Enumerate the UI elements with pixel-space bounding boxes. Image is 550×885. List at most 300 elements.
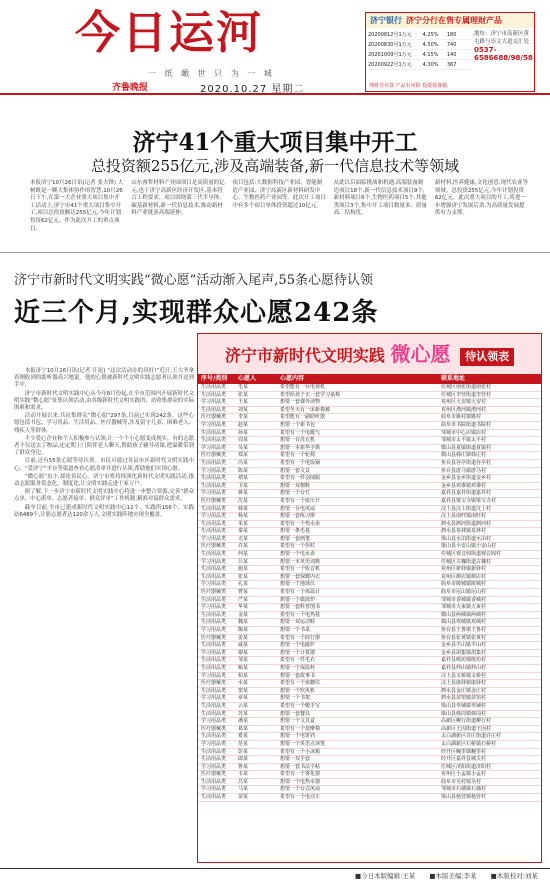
row-person: 谢某: [238, 649, 249, 656]
row-wish: 希望有一个电饭锅: [280, 459, 321, 466]
row-person: 马某: [238, 786, 249, 793]
row-category: 医疗器械类: [201, 543, 227, 550]
row-person: 张某: [238, 391, 249, 398]
row-address: 鱼台县张黄镇张黄村: [441, 634, 487, 641]
footer-editor: ■今日本版编辑:王某: [354, 872, 416, 880]
row-address: 金乡县胡集镇胡集村: [441, 649, 487, 656]
row-person: 施某: [238, 566, 249, 573]
row-person: 昌某: [238, 778, 249, 785]
row-wish: 想要一个微波炉: [280, 596, 316, 603]
ad-cell: 4.25%: [422, 32, 439, 38]
row-person: 华某: [238, 604, 249, 611]
row-person: 孔某: [238, 581, 249, 588]
row-address: 任城区李营街道李营村: [441, 391, 492, 398]
row-wish: 想要一条毛毯: [280, 528, 311, 535]
ad-title: 济宁分行在售专属理财产品: [406, 16, 502, 25]
ad-phone[interactable]: 0537-6586688/98/58: [474, 46, 533, 62]
lead-column: 山东睿哲材料产业园项目是高质量的亿元,也于济宁高新区经济开发区,基本符合工程要求。项目围绕第三代半导体,碳基新材料,新一代信息技术,推动新材料产业链条高端延伸。: [131, 180, 225, 217]
row-wish: 想要一个英语点读笔: [280, 740, 326, 747]
row-address: 泗水县金庄镇金庄村: [441, 687, 487, 694]
row-category: 生活用品类: [201, 596, 227, 603]
row-wish: 想要一个保温杯: [280, 664, 316, 671]
table-row: [198, 665, 541, 673]
row-person: 郎某: [238, 756, 249, 763]
table-row: [198, 597, 541, 605]
row-category: 生活用品类: [201, 459, 227, 466]
row-person: 喻某: [238, 664, 249, 671]
row-person: 陈某: [238, 467, 249, 474]
row-address: 邹城市大束镇大束村: [441, 604, 487, 611]
table-row: [198, 635, 541, 643]
table-row: [198, 543, 541, 551]
page-footer: [0, 868, 550, 885]
table-row: [198, 528, 541, 536]
row-person: 柏某: [238, 672, 249, 679]
row-person: 陶某: [238, 627, 249, 633]
wish-table: [197, 333, 542, 863]
table-row: [198, 475, 541, 483]
row-address: 鱼台县王鲁镇王鲁村: [441, 627, 487, 633]
row-address: 泗水县泗河街道泗河村: [441, 520, 492, 527]
table-row: [198, 718, 541, 726]
ad-cell: 180: [446, 32, 457, 38]
row-address: 曲阜市尼山镇尼山村: [441, 589, 487, 596]
row-wish: 想要一个电水壶: [280, 551, 316, 558]
row-category: 医疗器械类: [201, 725, 227, 732]
row-address: 邹城市石墙镇石墙村: [441, 786, 487, 793]
row-category: 生活用品类: [201, 702, 227, 709]
ad-product-row: [368, 60, 471, 70]
table-row: [198, 581, 541, 589]
row-address: 泗水县泉林镇泉林村: [441, 528, 487, 535]
row-address: 金乡县鸡黍镇鸡黍村: [441, 482, 487, 489]
row-wish: 想要一个新书包: [280, 421, 316, 428]
ad-cell: 20200812号: [368, 32, 399, 38]
row-wish: 想要一套练习册: [280, 513, 316, 520]
header-address: 联系地址: [441, 375, 466, 382]
row-wish: 希望有一个体温计: [280, 589, 321, 596]
row-address: 任城区观音阁街道观音阁村: [441, 551, 502, 558]
body-paragraph: 济宁市新时代文明实践中心从今年8月份起,在全市范围内开展新时代文明实践“微心愿”征集认领活动,由各级新时代文明实践所、站收集群众的实际困难和需求。: [14, 390, 194, 412]
row-address: 兖州区颜店镇颜店村: [441, 573, 487, 580]
footer-proofreader: ■本版校对:刘某: [490, 872, 538, 880]
row-category: 生活用品类: [201, 566, 227, 573]
table-row: [198, 506, 541, 514]
row-address: 曲阜市姚村镇姚村: [441, 414, 482, 421]
row-person: 褚某: [238, 475, 249, 482]
row-person: 冯某: [238, 459, 249, 466]
row-category: 生活用品类: [201, 573, 227, 580]
row-wish: 希望有一个热水壶: [280, 520, 321, 527]
row-wish: 想要一本英语词典: [280, 558, 321, 565]
row-category: 生活用品类: [201, 406, 227, 413]
row-category: 学习用品类: [201, 718, 227, 725]
row-category: 生活用品类: [201, 642, 227, 649]
row-wish: 想要一套书法字帖: [280, 763, 321, 770]
row-wish: 想要一台电风扇: [280, 505, 316, 512]
row-category: 生活用品类: [201, 391, 227, 398]
row-address: 微山县欢城镇欢城村: [441, 619, 487, 626]
table-row: [198, 490, 541, 498]
row-wish: 想要一双手套: [280, 756, 311, 763]
row-address: 汶上县康驿镇康驿村: [441, 680, 487, 687]
row-address: 金乡县羊山镇羊山村: [441, 642, 487, 649]
row-category: 生活用品类: [201, 687, 227, 694]
ad-disclaimer: 理财非存款 产品有风险 投资须谨慎: [369, 83, 448, 89]
row-address: 微山县夏镇街道夏镇村: [441, 444, 492, 451]
row-category: 医疗器械类: [201, 589, 227, 596]
row-category: 学习用品类: [201, 490, 227, 497]
table-row: [198, 711, 541, 719]
row-address: 鱼台县唐马镇唐马村: [441, 467, 487, 474]
row-address: 嘉祥县梁宝寺镇梁宝寺村: [441, 497, 497, 504]
row-person: 李某: [238, 414, 249, 421]
row-category: 生活用品类: [201, 756, 227, 763]
row-person: 赵某: [238, 421, 249, 428]
ad-cell: 1万元: [398, 32, 412, 38]
row-person: 邹某: [238, 657, 249, 664]
row-category: 生活用品类: [201, 429, 227, 436]
row-wish: 想要一个计算器: [280, 649, 316, 656]
row-person: 戚某: [238, 642, 249, 649]
table-row: [198, 384, 541, 392]
row-person: 奚某: [238, 733, 249, 740]
row-person: 毛某: [238, 384, 249, 390]
second-body: [14, 368, 194, 520]
row-category: 生活用品类: [201, 475, 227, 482]
table-row: [198, 513, 541, 521]
row-person: 窦某: [238, 687, 249, 694]
row-person: 魏某: [238, 619, 249, 626]
lead-subhead: 总投资额255亿元,涉及高端装备,新一代信息技术等领域: [90, 157, 460, 175]
row-address: 兖州区漕河镇漕河村: [441, 406, 487, 413]
row-address: 太白湖新区许庄街道许庄村: [441, 733, 502, 740]
row-address: 经开区疃里镇疃里村: [441, 748, 487, 755]
body-paragraph: 目前,还有55条心愿等待认领。市民可通过各县市区新时代文明实践中心、“爱济宁”平台等渠道查看心愿清单并进行认领,帮助他们实现心愿。: [14, 458, 194, 472]
wish-table-banner: [198, 334, 541, 374]
table-row: [198, 460, 541, 468]
row-person: 章某: [238, 695, 249, 702]
row-category: 生活用品类: [201, 619, 227, 626]
body-paragraph: 本报济宁10月26日讯(记者 汪泥) “这次活动办的真好!”近日,王大爷拿着刚收到的助听器高兴地说。他的心愿被新时代文明实践志愿者认领并送到手中。: [14, 368, 194, 389]
ad-address: 地址：济宁市高新区黄屯路与崇文大道交汇处: [474, 31, 530, 45]
row-person: 吴某: [238, 444, 249, 451]
row-address: 泗水县苗馆镇苗馆村: [441, 695, 487, 702]
row-wish: 想要一套科普图书: [280, 604, 321, 611]
footer-designer: ■本版美编:李某: [429, 872, 477, 880]
row-person: 周某: [238, 437, 249, 444]
ad-product-row: [368, 30, 471, 40]
row-category: 医疗器械类: [201, 452, 227, 459]
section-divider: [0, 252, 550, 253]
row-category: 学习用品类: [201, 535, 227, 542]
row-person: 刘某: [238, 406, 249, 413]
row-wish: 想要一个文具盒: [280, 718, 316, 725]
ad-cell: 4.30%: [422, 62, 439, 68]
row-wish: 希望冬天有一床新棉被: [280, 406, 331, 413]
body-paragraph: “微心愿”虽小,却连着民心。济宁市将持续深化新时代文明实践活动,推动志愿服务常态化、制度化,让文明实践走进千家万户。: [14, 473, 194, 488]
row-wish: 希望能有一副助听器: [280, 414, 326, 421]
body-paragraph: 据了解,下一步济宁市新时代文明实践中心将进一步整合资源,完善“群众点单、中心派单、志愿者接单、群众评单”工作机制,精准对接群众需求。: [14, 489, 194, 503]
row-address: 汶上县南旺镇南旺村: [441, 513, 487, 520]
table-row: [198, 680, 541, 688]
ad-cell: 20201009号: [368, 52, 399, 58]
table-row: [198, 786, 541, 794]
ad-cell: 740: [446, 42, 457, 48]
lead-column: 新材料,医养健康,文化创意,现代农业等领域。总投资255亿元,今年计划投资62亿元。此次重大项目的开工,将进一步增强济宁发展后劲,为高质量发展提供有力支撑。: [434, 180, 529, 217]
lead-column: 本报济宁10月26日讯(记者 张夫锋) 大树既是一颗大集体协作的智慧,10月26日下午,在第一大企业重大项目集中开工活动上,济宁市41个重大项目集中开工,项目总投资额达255亿元,今年计划投资62亿元。作为此次开工的重点项目,: [30, 180, 124, 232]
wish-table-header: [198, 374, 541, 384]
table-row: [198, 733, 541, 741]
row-person: 姜某: [238, 634, 249, 641]
row-category: 生活用品类: [201, 748, 227, 755]
row-address: 微山县两城镇两城村: [441, 611, 487, 618]
row-address: 金乡县金乡街道金乡村: [441, 475, 492, 482]
row-wish: 想要一双棉鞋: [280, 482, 311, 489]
table-row: [198, 430, 541, 438]
row-wish: 希望有一件毛衣: [280, 657, 316, 664]
table-row: [198, 688, 541, 696]
masthead-dateline: 2020.10.27 星期二: [200, 84, 305, 95]
row-wish: 希望有一个电动车: [280, 794, 321, 801]
row-category: 学习用品类: [201, 399, 227, 406]
ad-cell: 1万元: [398, 62, 412, 68]
row-wish: 想要一个书桌: [280, 627, 311, 633]
row-person: 朱某: [238, 520, 249, 527]
banner-highlight: 微心愿: [390, 342, 451, 366]
ad-cell: 140: [446, 52, 457, 58]
lead-headline: 济宁41个重大项目集中开工: [132, 129, 418, 156]
row-person: 葛某: [238, 725, 249, 732]
row-category: 医疗器械类: [201, 680, 227, 687]
ad-cell: 4.15%: [422, 52, 439, 58]
row-person: 沈某: [238, 497, 249, 504]
body-paragraph: 不少爱心企业和个人积极参与认领,让一个个小心愿变成现实。有的志愿者不仅送去了物品,还定期上门陪伴老人聊天,帮助孩子辅导功课,把温暖带到了群众身边。: [14, 435, 194, 457]
row-category: 学习用品类: [201, 467, 227, 474]
row-category: 学习用品类: [201, 444, 227, 451]
ad-product-list: [368, 30, 471, 70]
row-address: 嘉祥县纸坊镇纸坊村: [441, 657, 487, 664]
row-person: 苏某: [238, 710, 249, 717]
header-category: 序号/类别: [201, 375, 228, 382]
row-person: 韦某: [238, 771, 249, 778]
row-wish: 想要一双运动鞋: [280, 619, 316, 626]
row-category: 学习用品类: [201, 649, 227, 656]
row-person: 卫某: [238, 482, 249, 489]
row-category: 学习用品类: [201, 786, 227, 793]
row-address: 高新区柳行街道柳行村: [441, 718, 492, 725]
row-address: 任城区济阳街道济阳村: [441, 763, 492, 770]
ad-contact: [474, 30, 534, 62]
row-address: 梁山县韩岗镇韩岗村: [441, 710, 487, 717]
row-wish: 想要一个地球仪: [280, 581, 316, 588]
row-address: 兖州区大安镇大安村: [441, 399, 487, 406]
row-address: 梁山县小安山镇小安山村: [441, 543, 497, 550]
row-address: 兖州区新驿镇新驿村: [441, 566, 487, 573]
table-row: [198, 407, 541, 415]
bank-advertisement[interactable]: [365, 12, 535, 92]
ad-header: [366, 13, 534, 28]
wish-table-body: [198, 384, 541, 802]
row-category: 生活用品类: [201, 528, 227, 535]
row-category: 学习用品类: [201, 672, 227, 679]
row-person: 彭某: [238, 748, 249, 755]
table-row: [198, 695, 541, 703]
ad-cell: 1万元: [398, 52, 412, 58]
row-wish: 想要一套文具: [280, 467, 311, 474]
row-category: 生活用品类: [201, 664, 227, 671]
row-category: 学习用品类: [201, 763, 227, 770]
row-person: 韩某: [238, 505, 249, 512]
row-person: 水某: [238, 680, 249, 687]
row-category: 生活用品类: [201, 611, 227, 618]
row-address: 鱼台县谷亭街道谷亭村: [441, 459, 492, 466]
row-person: 苗某: [238, 794, 249, 801]
table-row: [198, 756, 541, 764]
lead-story: [30, 180, 530, 240]
table-row: [198, 452, 541, 460]
table-row: [198, 468, 541, 476]
table-row: [198, 673, 541, 681]
row-category: 学习用品类: [201, 695, 227, 702]
row-wish: 想要一个电饼铛: [280, 733, 316, 740]
row-address: 任城区南张街道南张村: [441, 384, 492, 390]
row-wish: 想要一个书架: [280, 695, 311, 702]
row-wish: 想要一个台灯: [280, 490, 311, 497]
row-person: 蒋某: [238, 490, 249, 497]
banner-prefix: 济宁市新时代文明实践: [224, 346, 385, 365]
row-wish: 希望有一个雾化器: [280, 771, 321, 778]
row-person: 曹某: [238, 589, 249, 596]
ad-cell: 20200922号: [368, 62, 399, 68]
row-address: 微山县韩庄镇韩庄村: [441, 452, 487, 459]
body-paragraph: 活动开展以来,共征集群众“微心愿”297条,目前已实现242条。这些心愿包括书包、学习用品、生活用品、医疗器械等,涉及留守儿童、困难老人、残疾人等群体。: [14, 413, 194, 434]
row-category: 生活用品类: [201, 551, 227, 558]
row-category: 学习用品类: [201, 421, 227, 428]
row-person: 潘某: [238, 718, 249, 725]
row-wish: 想要一个电磁炉: [280, 642, 316, 649]
table-row: [198, 650, 541, 658]
row-person: 何某: [238, 551, 249, 558]
ad-cell: 20200830号: [368, 42, 399, 48]
row-wish: 想要一个台式风扇: [280, 786, 321, 793]
table-row: [198, 771, 541, 779]
row-address: 汶上县汶上街道汶上村: [441, 505, 492, 512]
row-wish: 希望有一个血糖仪: [280, 680, 321, 687]
row-wish: 希望有一个收音机: [280, 566, 321, 573]
row-wish: 想要一套课外读物: [280, 399, 321, 406]
table-row: [198, 521, 541, 529]
row-category: 生活用品类: [201, 657, 227, 664]
row-category: 学习用品类: [201, 558, 227, 565]
table-row: [198, 445, 541, 453]
row-person: 尤某: [238, 535, 249, 542]
row-address: 邹城市香城镇香城村: [441, 596, 487, 603]
row-person: 范某: [238, 740, 249, 747]
table-row: [198, 422, 541, 430]
ad-cell: 4.50%: [422, 42, 439, 48]
row-address: 梁山县杨营镇杨营村: [441, 794, 487, 801]
table-row: [198, 604, 541, 612]
row-person: 张某: [238, 573, 249, 580]
ad-cell: 1万元: [398, 42, 412, 48]
row-person: 郑某: [238, 452, 249, 459]
row-wish: 希望有一个拐杖: [280, 543, 316, 550]
row-address: 曲阜市书院街道书院村: [441, 421, 492, 428]
ad-product-row: [368, 50, 471, 60]
row-address: 曲阜市陵城镇陵城村: [441, 581, 487, 588]
header-person: 心愿人: [238, 375, 257, 382]
row-category: 学习用品类: [201, 513, 227, 520]
row-category: 生活用品类: [201, 437, 227, 444]
table-row: [198, 794, 541, 802]
row-address: 梁山县拳铺镇拳铺村: [441, 702, 487, 709]
row-wish: 希望有一个电暖气: [280, 429, 321, 436]
row-address: 嘉祥县嘉祥街道嘉祥村: [441, 490, 492, 497]
lead-column: 从此以后面临挑战和机遇,高端装备制造项目18个,新一代信息技术项目9个,新材料项目6个,生物医药项目5个,其他类项目3个,集中开工项目数量多、质量高、结构优。: [333, 180, 427, 217]
second-kicker: 济宁市新时代文明实践“微心愿”活动渐入尾声,55条心愿待认领: [14, 273, 373, 288]
row-address: 曲阜市吴村镇吴村: [441, 778, 482, 785]
row-category: 学习用品类: [201, 581, 227, 588]
table-row: [198, 764, 541, 772]
table-row: [198, 559, 541, 567]
table-row: [198, 392, 541, 400]
row-address: 梁山县水泊街道水泊村: [441, 535, 492, 542]
row-person: 金某: [238, 611, 249, 618]
row-person: 孙某: [238, 429, 249, 436]
row-category: 医疗器械类: [201, 771, 227, 778]
row-wish: 希望有一个血压计: [280, 497, 321, 504]
table-row: [198, 657, 541, 665]
table-row: [198, 589, 541, 597]
table-row: [198, 741, 541, 749]
row-address: 兖州区小孟镇小孟村: [441, 771, 487, 778]
ad-bank-name: 济宁银行: [370, 16, 402, 25]
table-row: [198, 437, 541, 445]
row-person: 云某: [238, 702, 249, 709]
row-category: 生活用品类: [201, 482, 227, 489]
row-category: 医疗器械类: [201, 497, 227, 504]
row-address: 汶上县义桥镇义桥村: [441, 672, 487, 679]
body-paragraph: 截至目前,全市已建成新时代文明实践中心12个、实践所156个、实践站6489个,注册志愿者达120余万人,文明实践阵地实现全覆盖。: [14, 504, 194, 518]
row-category: 医疗器械类: [201, 414, 227, 421]
lead-column: 项目包括:大数据科技产业园、智能制造产业园、济宁高新区新材料研发中心、生物医药产业园等。此次开工项目中有多个项目单体投资超过10亿元。: [232, 180, 326, 209]
row-category: 生活用品类: [201, 794, 227, 801]
row-wish: 希望能有一台电视机: [280, 384, 326, 390]
table-row: [198, 619, 541, 627]
table-row: [198, 642, 541, 650]
row-wish: 希望有一个按摩椅: [280, 725, 321, 732]
row-category: 生活用品类: [201, 505, 227, 512]
masthead: [0, 0, 550, 95]
row-address: 太白湖新区石桥镇石桥村: [441, 740, 497, 747]
row-address: 邹城市中心店镇店村: [441, 429, 487, 436]
row-wish: 希望有一个助行器: [280, 634, 321, 641]
masthead-logo: 今日运河: [75, 6, 264, 59]
banner-badge: 待认领表: [460, 348, 514, 366]
row-category: 学习用品类: [201, 604, 227, 611]
ad-cell: 367: [446, 62, 457, 68]
row-category: 生活用品类: [201, 710, 227, 717]
row-wish: 想要一个电热水器: [280, 778, 321, 785]
row-wish: 想要一套故事书: [280, 672, 316, 679]
row-wish: 希望有一个暖手宝: [280, 702, 321, 709]
row-category: 医疗器械类: [201, 634, 227, 641]
row-address: 任城区古槐街道古槐村: [441, 558, 492, 565]
row-wish: 想要一套保暖内衣: [280, 573, 321, 580]
masthead-slogan: 一 纸 瞰 世 只 为 一 城: [148, 69, 275, 78]
row-address: 邹城市太平镇太平村: [441, 437, 487, 444]
